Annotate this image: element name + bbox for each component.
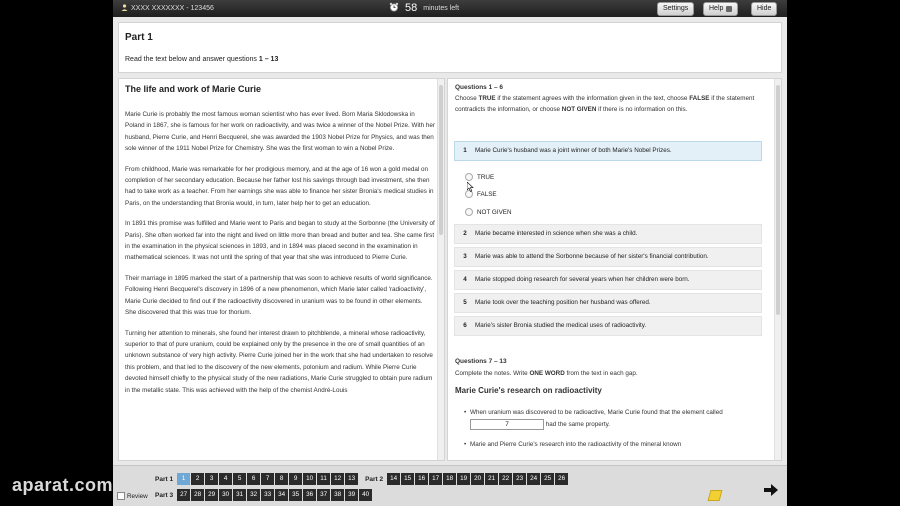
question-text: Marie Curie's husband was a joint winner of both Marie's Nobel Prizes.: [475, 147, 672, 154]
passage-paragraph: Marie Curie is probably the most famous woman scientist who has ever lived. Born Maria Sklodowska in Poland in 1867, she is famous for her work on radioactivity, and was twice a winner of the Nobel Prize. With her husband, Pierre Curie, and Henri Becquerel, she was awarded the 1903 Nobel Prize for Physics, and was then sole winner of the 1911 Nobel Prize for Chemistry. She was the first woman to win a Nobel Prize.: [125, 111, 435, 153]
part-title: Part 1: [125, 32, 153, 43]
minutes-remaining: 58: [405, 2, 418, 14]
question-5[interactable]: [454, 293, 762, 313]
instr-text: Choose: [455, 95, 479, 102]
radio-button[interactable]: [465, 208, 473, 216]
question-nav-button[interactable]: 8: [275, 473, 288, 485]
question-nav-button[interactable]: 13: [345, 473, 358, 485]
question-nav-button[interactable]: 1: [177, 473, 190, 485]
passage-paragraph: Turning her attention to minerals, she found her interest drawn to pitchblende, a mineral whose radioactivity, superior to that of pure uranium, could be explained only by the presence in the ore of small quantities of an unknown substance of very high activity. Pierre Curie joined her in the work that she had undertaken to resolve this problem, and that led to the discovery of the new elements, polonium and radium. While Pierre Curie devoted himself chiefly to the physical study of the new radiations, Marie Curie struggled to obtain pure radium in the metallic state. This was achieved with the help of the chemist André-Louis: [125, 329, 433, 394]
question-nav-button[interactable]: 22: [499, 473, 512, 485]
question-nav-button[interactable]: 33: [261, 489, 274, 501]
clock-icon: [389, 2, 399, 14]
question-nav-button[interactable]: 36: [303, 489, 316, 501]
next-arrow-button[interactable]: [763, 483, 779, 502]
passage-paragraph: Their marriage in 1895 marked the start of a partnership that was soon to achieve results of world significance. Following Henri Becquerel's discovery in 1896 of a new phenomenon, which Marie later called 'radioactivity', Marie Curie decided to find out if the radioactivity discovered in uranium was to be found in other elements. She discovered that this was true for thorium.: [125, 274, 433, 317]
part-3-label[interactable]: Part 3: [155, 491, 174, 499]
instr-text: from the text in each gap.: [564, 370, 638, 377]
question-1[interactable]: [454, 141, 762, 161]
bullet-text: had the same property.: [545, 421, 611, 428]
question-text: Marie stopped doing research for several years when her children were born.: [475, 276, 690, 283]
option-label: TRUE: [477, 173, 495, 181]
question-nav-button[interactable]: 27: [177, 489, 190, 501]
questions-content: [455, 84, 767, 115]
question-number: 5: [463, 299, 467, 306]
questions-7-13-heading: Questions 7 – 13: [455, 358, 507, 365]
notes-subtitle: Marie Curie's research on radioactivity: [455, 386, 602, 395]
reading-passage-panel: [118, 78, 445, 461]
question-nav-button[interactable]: 17: [429, 473, 442, 485]
question-nav-button[interactable]: 3: [205, 473, 218, 485]
gap-input-7[interactable]: 7: [470, 419, 544, 430]
candidate-info: [121, 4, 214, 13]
help-icon: [726, 6, 732, 12]
help-button[interactable]: [703, 2, 738, 16]
instr-text: if the statement agrees with the information given in the text, choose: [495, 95, 690, 102]
question-nav-button[interactable]: 35: [289, 489, 302, 501]
minutes-label: minutes left: [423, 4, 460, 12]
nav-row-part-3: [155, 489, 372, 501]
passage-title: The life and work of Marie Curie: [125, 84, 262, 94]
question-number: 3: [463, 253, 467, 260]
question-nav-button[interactable]: 9: [289, 473, 302, 485]
question-number: 1: [463, 147, 467, 154]
user-icon: [121, 4, 128, 13]
questions-scrollbar[interactable]: [774, 79, 781, 460]
question-nav-button[interactable]: 25: [541, 473, 554, 485]
question-6[interactable]: [454, 316, 762, 336]
review-label: Review: [127, 492, 148, 500]
question-nav-button[interactable]: 10: [303, 473, 316, 485]
questions-7-13-block: [455, 358, 767, 448]
question-nav-button[interactable]: 7: [261, 473, 274, 485]
instr-bold: ONE WORD: [529, 370, 565, 377]
notes-bullet-1: [455, 407, 767, 431]
question-nav-button[interactable]: 40: [359, 489, 372, 501]
question-number: 4: [463, 276, 467, 283]
watermark: aparat.com: [12, 475, 114, 495]
question-nav-button[interactable]: 12: [331, 473, 344, 485]
checkbox[interactable]: [117, 492, 125, 500]
part-instructions: Read the text below and answer questions 1 – 13: [125, 56, 279, 63]
passage-text: [125, 109, 435, 405]
question-nav-button[interactable]: 32: [247, 489, 260, 501]
top-bar: [113, 0, 787, 17]
timer: [389, 2, 459, 14]
questions-panel: [447, 78, 782, 461]
option-label: NOT GIVEN: [477, 208, 512, 216]
question-text: Marie became interested in science when she was a child.: [475, 230, 638, 237]
question-nav-button[interactable]: 30: [219, 489, 232, 501]
settings-button[interactable]: Settings: [657, 2, 694, 16]
question-nav-button[interactable]: 19: [457, 473, 470, 485]
review-checkbox[interactable]: [117, 492, 148, 500]
question-text: Marie's sister Bronia studied the medical uses of radioactivity.: [475, 322, 647, 329]
notepad-icon[interactable]: [708, 490, 723, 501]
question-nav-button[interactable]: 21: [485, 473, 498, 485]
question-nav-button[interactable]: 2: [191, 473, 204, 485]
test-window: [113, 0, 787, 506]
question-nav-button[interactable]: 38: [331, 489, 344, 501]
instr-bold: TRUE: [478, 95, 496, 102]
question-nav-button[interactable]: 29: [205, 489, 218, 501]
instr-text: Complete the notes. Write: [455, 370, 530, 377]
help-button-label: Help: [709, 5, 724, 12]
passage-paragraph: In 1891 this promise was fulfilled and Marie went to Paris and began to study at the Sorbonne (the University of Paris). She often worked far into the night and lived on little more than bread and butter and tea. She came first in the examination in the physical sciences in 1893, and in 1894 was placed second in the examination in mathematical sciences. It was not until the spring of that year that she was introduced to Pierre Curie.: [125, 220, 435, 262]
part-2-label[interactable]: Part 2: [365, 475, 384, 483]
mouse-cursor-icon: [467, 179, 474, 197]
instr-bold: FALSE: [689, 95, 710, 102]
question-nav-button[interactable]: 26: [555, 473, 568, 485]
part-2-questions: [387, 473, 568, 485]
instr-text: if there is no information on this.: [596, 106, 688, 113]
question-nav-button[interactable]: 11: [317, 473, 330, 485]
bullet-dot: •: [464, 441, 467, 448]
question-nav-button[interactable]: 37: [317, 489, 330, 501]
notes-bullet-2: [455, 441, 767, 448]
question-nav-button[interactable]: 31: [233, 489, 246, 501]
part-header: [118, 22, 782, 73]
part-1-label[interactable]: Part 1: [155, 475, 174, 483]
question-nav-button[interactable]: 16: [415, 473, 428, 485]
instr-text: if the statement contradicts the information, or choose: [455, 95, 755, 113]
candidate-id: XXXX XXXXXXX - 123456: [131, 5, 214, 12]
bullet-text: When uranium was discovered to be radioactive, Marie Curie found that the element called: [470, 409, 723, 416]
part-3-questions: [177, 489, 372, 501]
questions-scroll-thumb[interactable]: [776, 85, 780, 315]
question-nav-button[interactable]: 24: [527, 473, 540, 485]
question-number: 6: [463, 322, 467, 329]
question-nav-button[interactable]: 14: [387, 473, 400, 485]
question-text: Marie was able to attend the Sorbonne because of her sister's financial contribution.: [475, 253, 709, 260]
hide-button[interactable]: Hide: [751, 2, 777, 16]
passage-scrollbar[interactable]: [437, 79, 444, 460]
arrow-right-icon: [763, 483, 779, 497]
question-nav-button[interactable]: 23: [513, 473, 526, 485]
questions-1-6-instructions: [455, 93, 767, 115]
questions-7-13-instructions: [455, 370, 767, 377]
question-number: 2: [463, 230, 467, 237]
question-nav-button[interactable]: 5: [233, 473, 246, 485]
option-label: FALSE: [477, 190, 497, 198]
question-4[interactable]: [454, 270, 762, 290]
question-navigation-bar: [113, 465, 787, 506]
instr-bold: NOT GIVEN: [561, 106, 597, 113]
question-nav-button[interactable]: 39: [345, 489, 358, 501]
passage-scroll-thumb[interactable]: [439, 85, 443, 235]
question-nav-button[interactable]: 28: [191, 489, 204, 501]
question-2[interactable]: [454, 224, 762, 244]
bullet-text: Marie and Pierre Curie's research into the radioactivity of the mineral known: [470, 441, 682, 448]
questions-1-6-heading: Questions 1 – 6: [455, 84, 504, 91]
question-nav-button[interactable]: 4: [219, 473, 232, 485]
bullet-dot: •: [464, 409, 467, 416]
question-nav-button[interactable]: 34: [275, 489, 288, 501]
question-nav-button[interactable]: 6: [247, 473, 260, 485]
question-text: Marie took over the teaching position her husband was offered.: [475, 299, 651, 306]
question-nav-button[interactable]: 18: [443, 473, 456, 485]
part-1-questions: [177, 473, 358, 485]
question-nav-button[interactable]: 15: [401, 473, 414, 485]
nav-row-parts-1-2: [155, 473, 568, 485]
option-not-given[interactable]: [465, 208, 512, 216]
passage-paragraph: From childhood, Marie was remarkable for her prodigious memory, and at the age of 16 won a gold medal on completion of her secondary education. Because her father lost his savings through bad investment, she then had to take work as a teacher. From her earnings she was able to finance her sister Bronia's medical studies in Paris, on the understanding that Bronia would, in turn, later help her to get an education.: [125, 165, 434, 207]
question-3[interactable]: [454, 247, 762, 267]
question-nav-button[interactable]: 20: [471, 473, 484, 485]
